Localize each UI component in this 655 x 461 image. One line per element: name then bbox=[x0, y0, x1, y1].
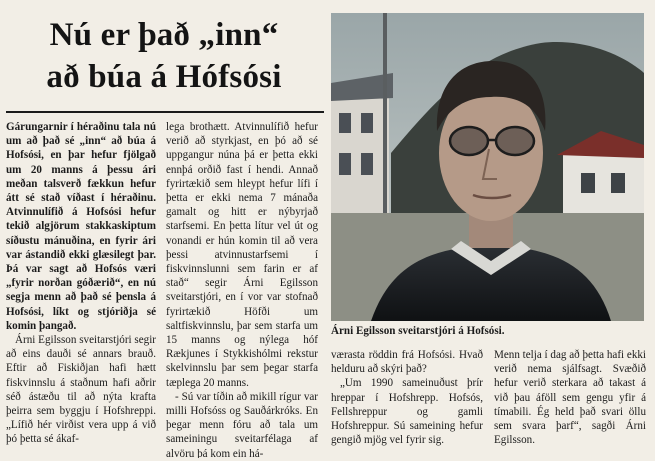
text-column-2 bbox=[166, 120, 318, 458]
body-paragraph: Árni Egilsson sveitarstjóri segir að eins dauði sé annars brauð. Eftir að Fiskiðjan hafi hætt fiskvinnslu á staðnum hafi aðrir séð ástæðu til að nýta krafta þeirra sem byggju í Hofshreppi. „Lífið hér virðist vera upp á við þó þetta sé ákaf- bbox=[6, 334, 156, 446]
lead-paragraph: Gárungarnir í héraðinu tala nú um að það sé „inn“ að búa á Hofsósi, en þar hefur fjölgað um 20 manns á þessu ári meðan talsverð fækkun hefur átt sé stað víðast í héraðinu. Atvinnulífið á Hofsósi hefur tekið algjörum stakkaskiptum síðustu mánuðina, en fyrir ári var ástandið ekki glæsilegt þar. Þá var sagt að Hofsós væri „fyrir norðan góðærið“, en nú segja menn að það sé þensla á Hofsósi, líkt og stjóriðja sé komin þangað. bbox=[6, 121, 156, 332]
body-paragraph: lega brothætt. Atvinnulífið hefur verið að styrkjast, en þó að sé uppgangur núna þá er þetta ekki ennþá orðið fast í hendi. Annað fyrirtækið sem hleypt hefur lífi í þetta er ekki nema 7 mánaða gamalt og hitt er nýbyrjað starfsemi. En þetta lítur vel út og vonandi er hún komin til að vera þessi atvinnustarfsemi í fiskvinnslunni sem farin er af stað“ segir Árni Egilsson sveitarstjóri, en í vor var stofnað fyrirtækið Höfði um saltfiskvinnslu, þar sem starfa um 15 manns og nýlega hóf Rækjunes í Stykkishólmi rekstur skelvinnslu þar sem þegar starfa tæplega 20 manns. bbox=[166, 121, 318, 389]
headline-line-1: Nú er það „inn“ bbox=[49, 17, 279, 53]
portrait-photo bbox=[331, 13, 644, 321]
body-paragraph: - Sú var tíðin að mikill rígur var milli Hofsóss og Sauðárkróks. En þegar menn fóru að tala um sameiningu sveitarfélaga af alvöru þá kom ein há- bbox=[166, 390, 318, 458]
text-column-3 bbox=[331, 348, 483, 458]
headline-line-2: að búa á Hófsósi bbox=[46, 59, 282, 95]
body-paragraph: værasta röddin frá Hofsósi. Hvað helduru að skýri það? bbox=[331, 349, 483, 376]
headline-rule bbox=[6, 111, 324, 113]
text-column-1 bbox=[6, 120, 156, 458]
body-paragraph: Menn telja í dag að þetta hafi ekki verið nema sjálfsagt. Svæðið hefur verið sterkara að takast á við þau áföll sem gengu yfir á tímabili. Ég held það svari öllu sem svara þarf“, sagði Árni Egilsson. bbox=[494, 349, 646, 447]
text-column-4 bbox=[494, 348, 646, 458]
article-headline bbox=[8, 14, 320, 98]
body-paragraph: „Um 1990 sameinuðust þrír hreppar í Hofshrepp. Hofsós, Fellshreppur og gamli Hofshreppur. Sú sameining hefur gengið mjög vel fyrir sig. bbox=[331, 377, 483, 447]
photo-caption: Árni Egilsson sveitarstjóri á Hofsósi. bbox=[331, 325, 505, 337]
